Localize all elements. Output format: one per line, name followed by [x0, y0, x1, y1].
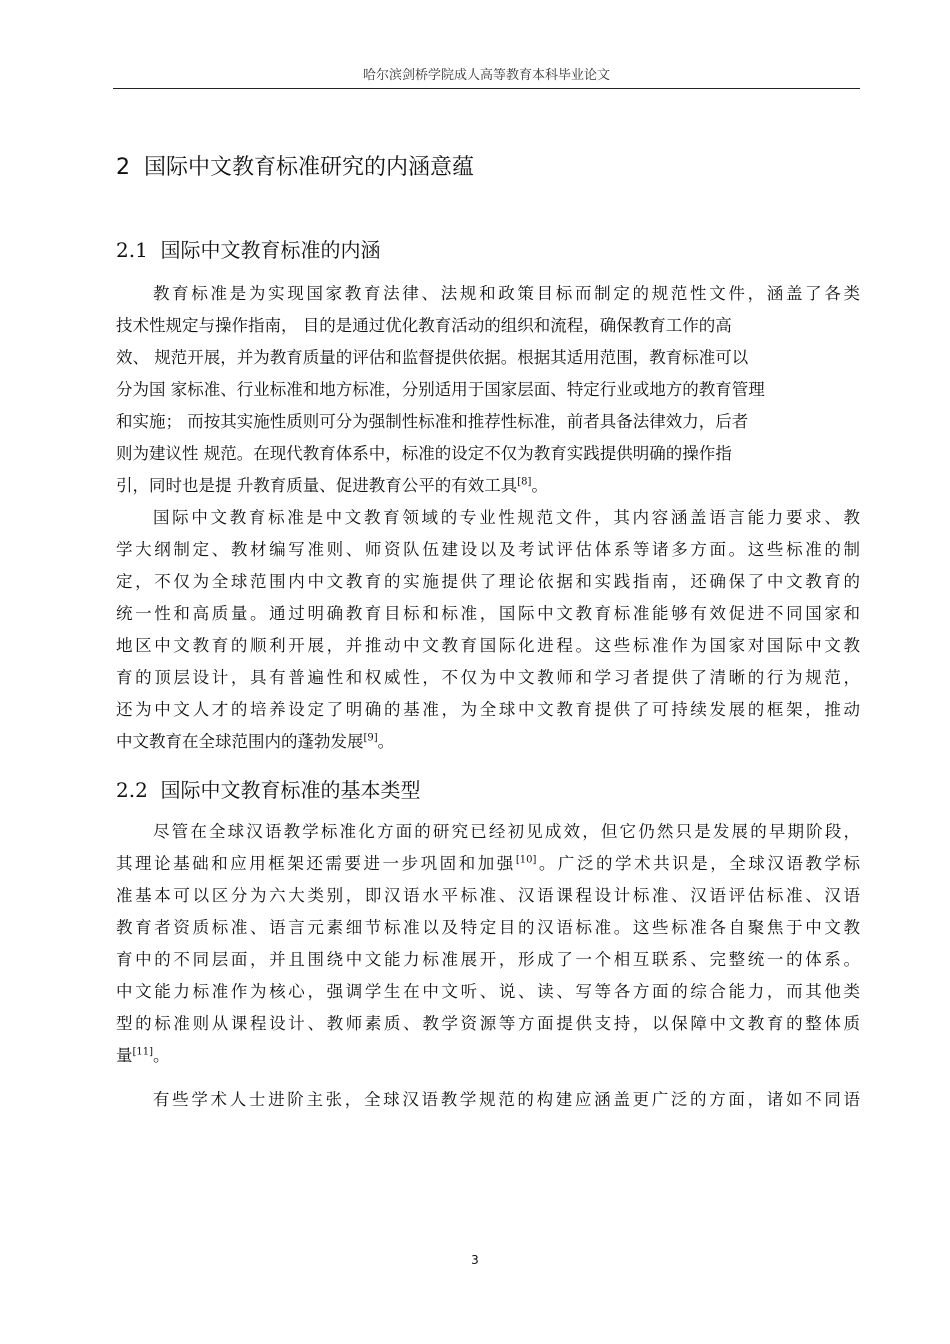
text-line: 技术性规定与操作指南， 目的是通过优化教育活动的组织和流程，确保教育工作的高 [116, 316, 732, 335]
section-title: 国际中文教育标准的基本类型 [160, 778, 421, 802]
text-line: 定，不仅为全球范围内中文教育的实施提供了理论依据和实践指南，还确保了中文教育的 [116, 572, 860, 591]
text-line [116, 1040, 860, 1072]
text-line: 教育标准是为实现国家教育法律、法规和政策目标而制定的规范性文件，涵盖了各类 [153, 284, 860, 303]
section-heading-2-1 [116, 234, 381, 263]
section-number: 2.2 [116, 778, 148, 802]
chapter-title: 国际中文教育标准研究的内涵意蕴 [144, 155, 475, 180]
text-line: 型的标准则从课程设计、教师素质、教学资源等方面提供支持，以保障中文教育的整体质 [116, 1014, 860, 1033]
header-rule [113, 88, 860, 89]
text-line: 统一性和高质量。通过明确教育目标和标准，国际中文教育标准能够有效促进不同国家和 [116, 604, 860, 623]
text-line: 尽管在全球汉语教学标准化方面的研究已经初见成效，但它仍然只是发展的早期阶段， [153, 822, 860, 841]
text-line [116, 470, 860, 502]
text-line: 教育者资质标准、语言元素细节标准以及特定目的汉语标准。这些标准各自聚焦于中文教 [116, 918, 860, 937]
paragraph-2-2-b [116, 1084, 860, 1116]
text-line: 有些学术人士进阶主张，全球汉语教学规范的构建应涵盖更广泛的方面，诸如不同语 [153, 1090, 860, 1109]
text-segment: 。 [153, 1046, 170, 1065]
text-line: 国际中文教育标准是中文教育领域的专业性规范文件，其内容涵盖语言能力要求、教 [153, 508, 860, 527]
text-line: 育中的不同层面，并且围绕中文能力标准展开，形成了一个相互联系、完整统一的体系。 [116, 950, 860, 969]
text-line: 则为建议性 规范。在现代教育体系中，标准的设定不仅为教育实践提供明确的操作指 [116, 444, 732, 463]
section-title: 国际中文教育标准的内涵 [160, 238, 381, 262]
text-segment: 。广泛的学术共识是，全球汉语教学标 [536, 854, 861, 873]
citation-ref: [11] [132, 1046, 154, 1058]
text-line: 学大纲制定、教材编写准则、师资队伍建设以及考试评估体系等诸多方面。这些标准的制 [116, 540, 860, 559]
chapter-heading [116, 150, 474, 181]
text-line: 效、 规范开展，并为教育质量的评估和监督提供依据。根据其适用范围，教育标准可以 [116, 348, 749, 367]
text-line [116, 726, 860, 758]
citation-ref: [8] [517, 476, 532, 488]
text-segment: 中文教育在全球范围内的蓬勃发展 [116, 732, 364, 751]
running-header: 哈尔滨剑桥学院成人高等教育本科毕业论文 [362, 68, 610, 83]
paragraph-2-1-a [116, 278, 860, 502]
text-line: 和实施； 而按其实施性质则可分为强制性标准和推荐性标准，前者具备法律效力，后者 [116, 412, 749, 431]
text-line: 分为国 家标准、行业标准和地方标准，分别适用于国家层面、特定行业或地方的教育管理 [116, 380, 765, 399]
text-segment: 量 [116, 1046, 133, 1065]
text-segment: 其理论基础和应用框架还需要进一步巩固和加强 [116, 854, 516, 873]
section-number: 2.1 [116, 238, 148, 262]
text-segment: 。 [377, 732, 395, 751]
text-line: 中文能力标准作为核心，强调学生在中文听、说、读、写等各方面的综合能力，而其他类 [116, 982, 860, 1001]
text-line: 育的顶层设计，具有普遍性和权威性，不仅为中文教师和学习者提供了清晰的行为规范， [116, 668, 860, 687]
paragraph-2-2-a [116, 816, 860, 1072]
page-number: 3 [471, 1253, 479, 1267]
paragraph-2-1-b [116, 502, 860, 758]
text-line: 地区中文教育的顺利开展，并推动中文教育国际化进程。这些标准作为国家对国际中文教 [116, 636, 860, 655]
text-line: 准基本可以区分为六大类别，即汉语水平标准、汉语课程设计标准、汉语评估标准、汉语 [116, 886, 860, 905]
citation-ref: [10] [515, 854, 537, 866]
text-line [116, 848, 860, 880]
text-line: 还为中文人才的培养设定了明确的基准，为全球中文教育提供了可持续发展的框架，推动 [116, 700, 860, 719]
text-segment: 引，同时也是提 升教育质量、促进教育公平的有效工具 [116, 476, 518, 495]
chapter-number: 2 [116, 155, 130, 180]
section-heading-2-2 [116, 774, 421, 803]
text-segment: 。 [531, 476, 548, 495]
citation-ref: [9] [363, 732, 378, 744]
